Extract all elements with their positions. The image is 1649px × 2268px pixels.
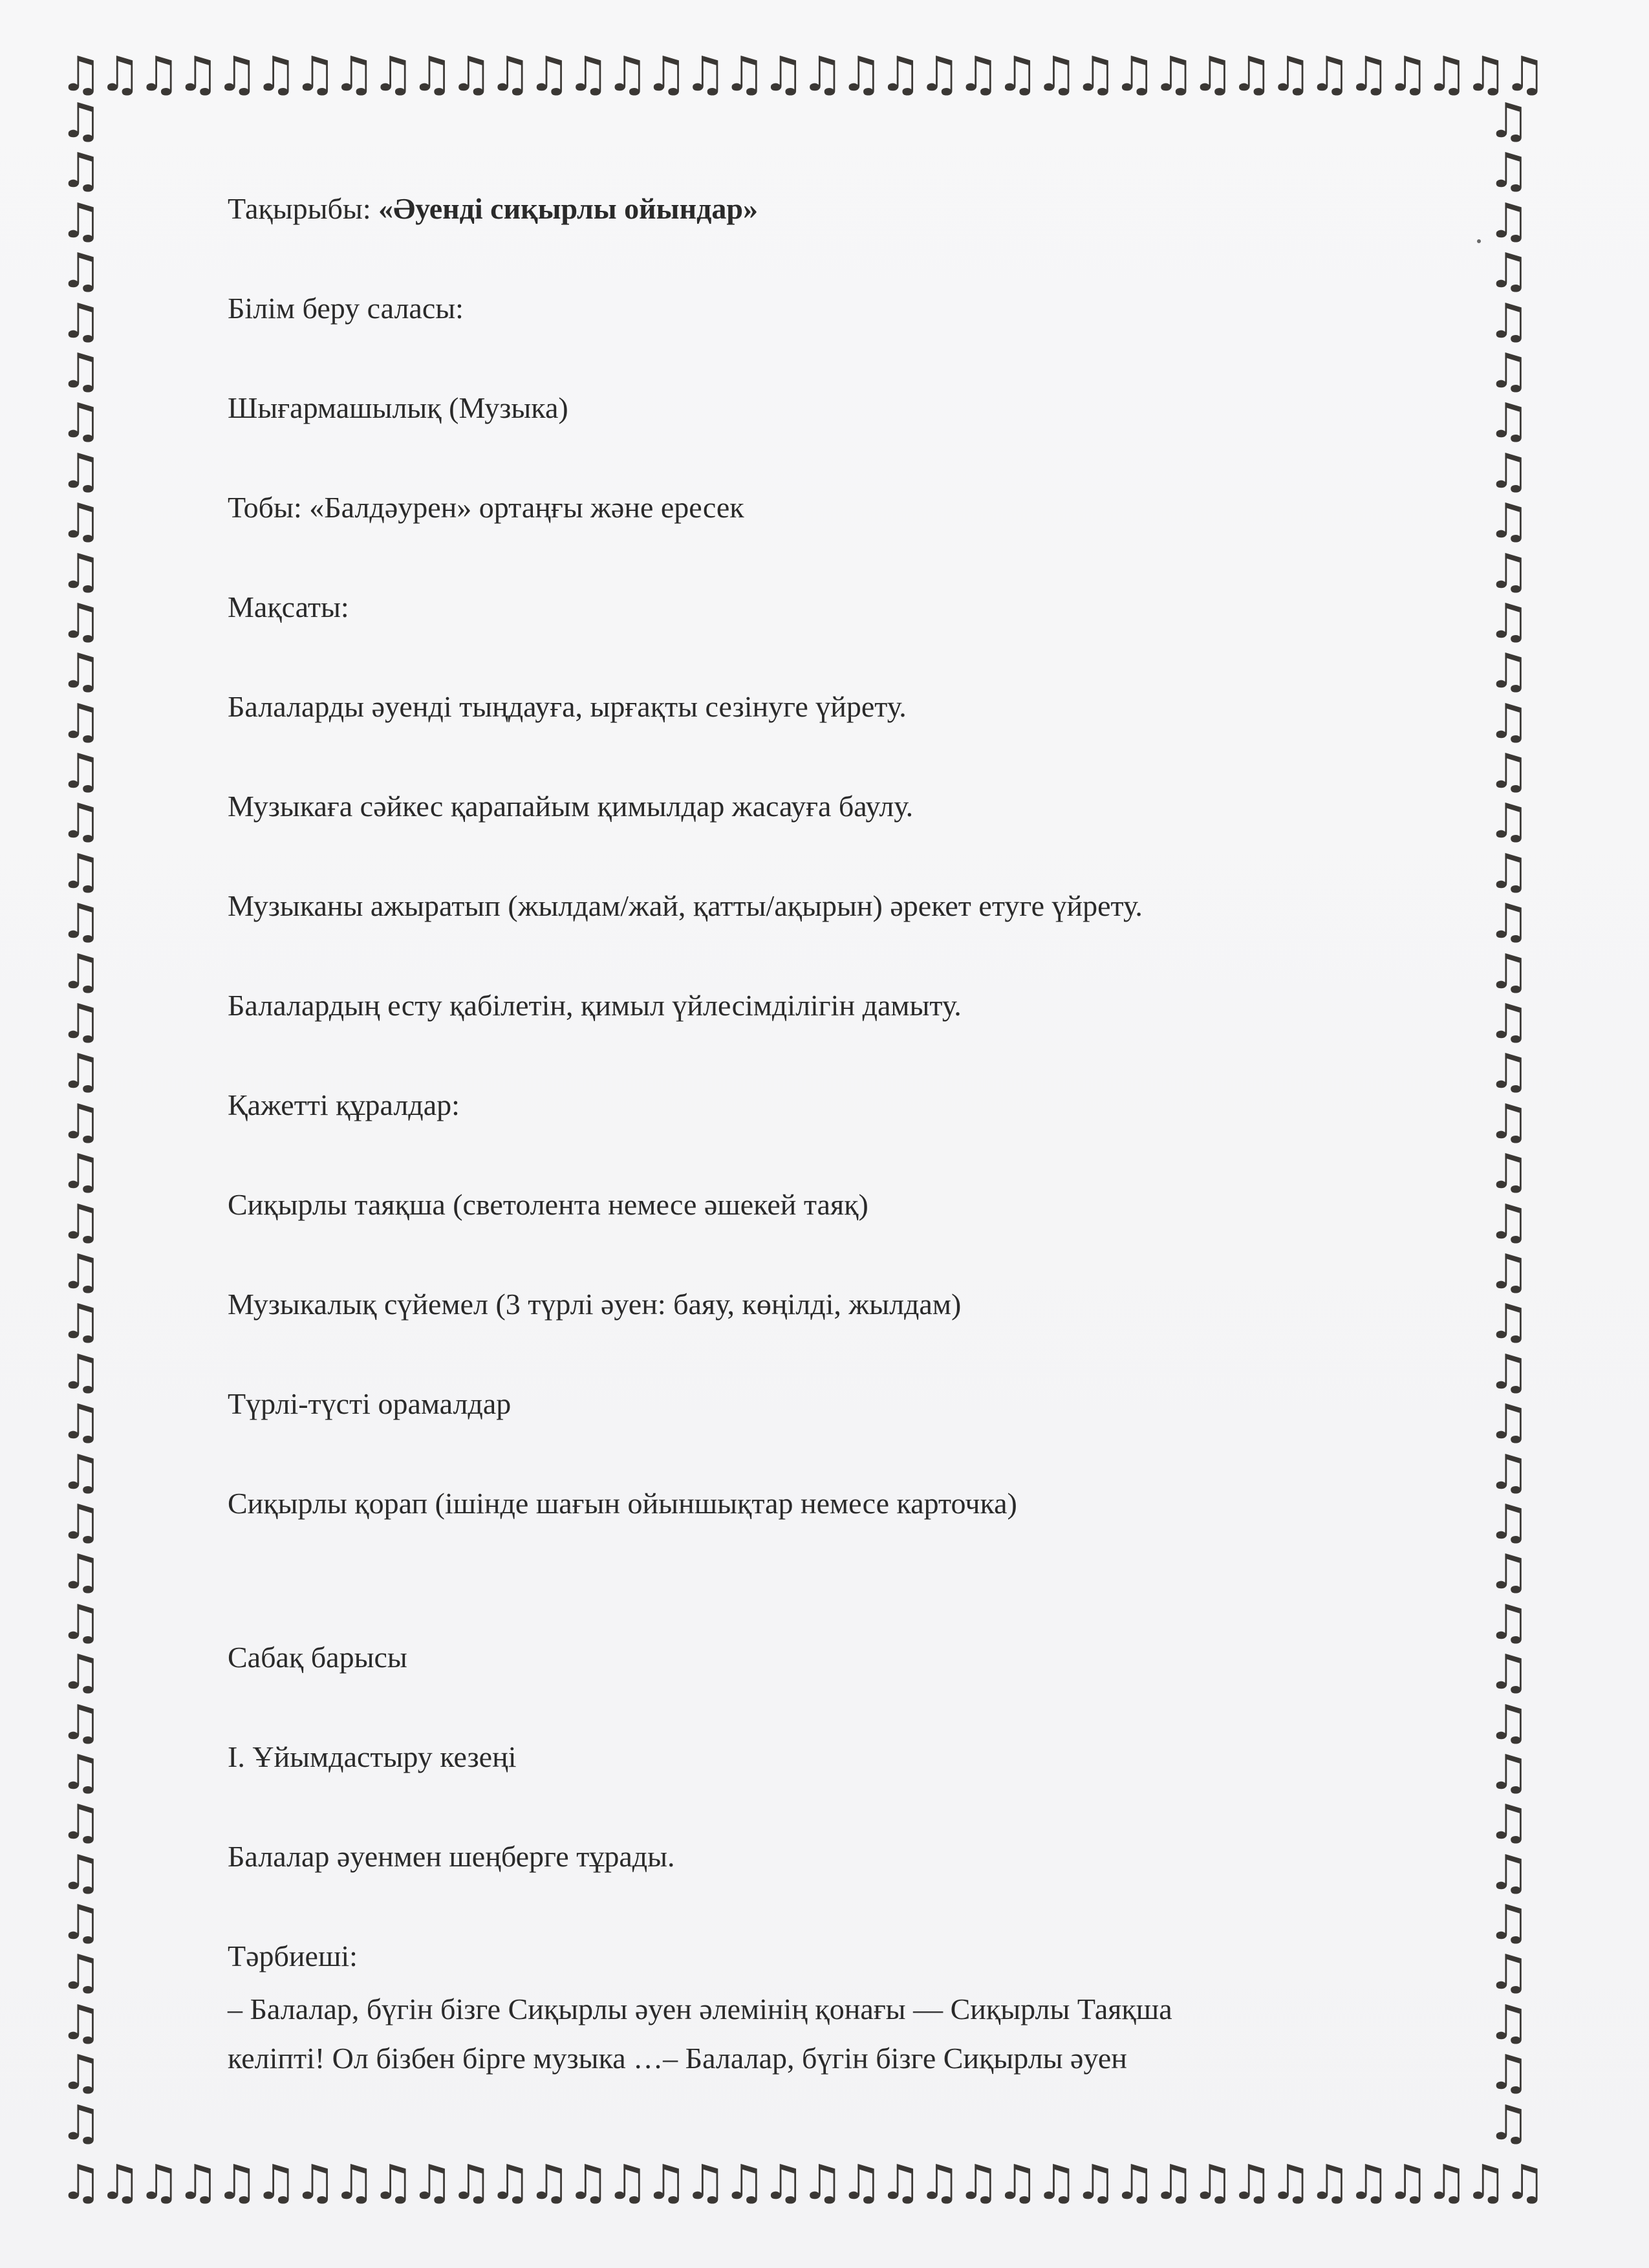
beamed-eighth-notes-icon: ♫ (684, 50, 723, 102)
beamed-eighth-notes-icon: ♫ (59, 894, 103, 950)
beamed-eighth-notes-icon: ♫ (59, 243, 103, 299)
beamed-eighth-notes-icon: ♫ (59, 193, 103, 249)
beamed-eighth-notes-icon: ♫ (254, 2159, 294, 2210)
beamed-eighth-notes-icon: ♫ (59, 343, 103, 399)
beamed-eighth-notes-icon: ♫ (59, 2045, 103, 2101)
beamed-eighth-notes-icon: ♫ (1425, 2159, 1465, 2210)
beamed-eighth-notes-icon: ♫ (59, 2095, 103, 2151)
beamed-eighth-notes-icon: ♫ (488, 50, 528, 102)
beamed-eighth-notes-icon: ♫ (59, 1594, 103, 1650)
beamed-eighth-notes-icon: ♫ (1487, 143, 1531, 199)
beamed-eighth-notes-icon: ♫ (1503, 50, 1543, 102)
beamed-eighth-notes-icon: ♫ (801, 2159, 840, 2210)
tools-label: Қажетті құралдар: (228, 1088, 460, 1121)
stage-1-text: Балалар әуенмен шеңберге тұрады. (228, 1840, 675, 1873)
note-border-left (59, 97, 122, 2166)
beamed-eighth-notes-icon: ♫ (762, 2159, 801, 2210)
beamed-eighth-notes-icon: ♫ (956, 2159, 997, 2210)
beamed-eighth-notes-icon: ♫ (1487, 443, 1531, 499)
beamed-eighth-notes-icon: ♫ (1386, 2159, 1426, 2210)
beamed-eighth-notes-icon: ♫ (1487, 1945, 1531, 2001)
beamed-eighth-notes-icon: ♫ (59, 944, 103, 1000)
beamed-eighth-notes-icon: ♫ (1503, 2159, 1543, 2210)
beamed-eighth-notes-icon: ♫ (956, 50, 997, 102)
beamed-eighth-notes-icon: ♫ (1230, 2159, 1269, 2210)
teacher-speech-line-2: келіпті! Ол бізбен бірге музыка …– Балалар, бүгін бізге Сиқырлы әуен (228, 2042, 1127, 2075)
beamed-eighth-notes-icon: ♫ (59, 1795, 103, 1851)
beamed-eighth-notes-icon: ♫ (566, 50, 606, 102)
beamed-eighth-notes-icon: ♫ (1487, 243, 1531, 299)
beamed-eighth-notes-icon: ♫ (879, 50, 918, 102)
beamed-eighth-notes-icon: ♫ (839, 50, 879, 102)
group-line: Тобы: «Балдәурен» ортаңғы және ересек (228, 491, 744, 524)
beamed-eighth-notes-icon: ♫ (59, 1694, 103, 1751)
beamed-eighth-notes-icon: ♫ (762, 50, 801, 102)
beamed-eighth-notes-icon: ♫ (1487, 1194, 1531, 1250)
beamed-eighth-notes-icon: ♫ (1191, 2159, 1231, 2210)
beamed-eighth-notes-icon: ♫ (59, 1394, 103, 1451)
beamed-eighth-notes-icon: ♫ (1487, 97, 1531, 149)
beamed-eighth-notes-icon: ♫ (59, 1895, 103, 1951)
beamed-eighth-notes-icon: ♫ (59, 143, 103, 199)
beamed-eighth-notes-icon: ♫ (137, 50, 177, 102)
beamed-eighth-notes-icon: ♫ (1487, 1094, 1531, 1150)
beamed-eighth-notes-icon: ♫ (1487, 1744, 1531, 1800)
beamed-eighth-notes-icon: ♫ (1464, 50, 1503, 102)
beamed-eighth-notes-icon: ♫ (1487, 193, 1531, 249)
beamed-eighth-notes-icon: ♫ (1113, 50, 1152, 102)
beamed-eighth-notes-icon: ♫ (839, 2159, 879, 2210)
beamed-eighth-notes-icon: ♫ (918, 2159, 957, 2210)
beamed-eighth-notes-icon: ♫ (1487, 994, 1531, 1050)
beamed-eighth-notes-icon: ♫ (59, 593, 103, 649)
beamed-eighth-notes-icon: ♫ (1308, 2159, 1348, 2210)
beamed-eighth-notes-icon: ♫ (722, 2159, 762, 2210)
beamed-eighth-notes-icon: ♫ (1487, 744, 1531, 800)
beamed-eighth-notes-icon: ♫ (1487, 1494, 1531, 1550)
beamed-eighth-notes-icon: ♫ (1152, 50, 1191, 102)
beamed-eighth-notes-icon: ♫ (879, 2159, 918, 2210)
beamed-eighth-notes-icon: ♫ (1487, 1994, 1531, 2051)
beamed-eighth-notes-icon: ♫ (411, 50, 450, 102)
beamed-eighth-notes-icon: ♫ (801, 50, 840, 102)
beamed-eighth-notes-icon: ♫ (1191, 50, 1231, 102)
beamed-eighth-notes-icon: ♫ (1464, 2159, 1503, 2210)
note-border-bottom (59, 2159, 1547, 2221)
beamed-eighth-notes-icon: ♫ (1035, 2159, 1074, 2210)
beamed-eighth-notes-icon: ♫ (1487, 693, 1531, 750)
goals-label: Мақсаты: (228, 590, 349, 623)
beamed-eighth-notes-icon: ♫ (1487, 1294, 1531, 1350)
beamed-eighth-notes-icon: ♫ (1386, 50, 1426, 102)
beamed-eighth-notes-icon: ♫ (645, 50, 684, 102)
beamed-eighth-notes-icon: ♫ (1308, 50, 1348, 102)
beamed-eighth-notes-icon: ♫ (137, 2159, 177, 2210)
beamed-eighth-notes-icon: ♫ (1425, 50, 1465, 102)
beamed-eighth-notes-icon: ♫ (371, 50, 411, 102)
beamed-eighth-notes-icon: ♫ (1487, 1895, 1531, 1951)
beamed-eighth-notes-icon: ♫ (294, 2159, 333, 2210)
beamed-eighth-notes-icon: ♫ (59, 1645, 103, 1701)
beamed-eighth-notes-icon: ♫ (449, 2159, 489, 2210)
beamed-eighth-notes-icon: ♫ (59, 543, 103, 599)
goal-item: Музыкаға сәйкес қарапайым қимылдар жасауға баулу. (228, 790, 914, 823)
beamed-eighth-notes-icon: ♫ (1347, 2159, 1386, 2210)
beamed-eighth-notes-icon: ♫ (1230, 50, 1269, 102)
beamed-eighth-notes-icon: ♫ (411, 2159, 450, 2210)
beamed-eighth-notes-icon: ♫ (1487, 343, 1531, 399)
beamed-eighth-notes-icon: ♫ (605, 50, 645, 102)
beamed-eighth-notes-icon: ♫ (605, 2159, 645, 2210)
beamed-eighth-notes-icon: ♫ (59, 994, 103, 1050)
beamed-eighth-notes-icon: ♫ (1487, 1844, 1531, 1901)
education-area-value: Шығармашылық (Музыка) (228, 391, 568, 424)
beamed-eighth-notes-icon: ♫ (1487, 2095, 1531, 2151)
beamed-eighth-notes-icon: ♫ (1347, 50, 1386, 102)
topic-label: Тақырыбы: (228, 192, 371, 225)
beamed-eighth-notes-icon: ♫ (684, 2159, 723, 2210)
beamed-eighth-notes-icon: ♫ (1073, 50, 1114, 102)
teacher-label: Тәрбиеші: (228, 1939, 358, 1972)
note-border-right (1487, 97, 1549, 2166)
beamed-eighth-notes-icon: ♫ (1487, 843, 1531, 900)
teacher-speech-line-1: – Балалар, бүгін бізге Сиқырлы әуен әлемінің қонағы — Сиқырлы Таяқша (228, 1993, 1172, 2025)
beamed-eighth-notes-icon: ♫ (1035, 50, 1074, 102)
beamed-eighth-notes-icon: ♫ (59, 443, 103, 499)
topic-line (228, 191, 758, 226)
beamed-eighth-notes-icon: ♫ (59, 97, 103, 149)
goal-item: Балаларды әуенді тыңдауға, ырғақты сезінуге үйрету. (228, 690, 907, 723)
beamed-eighth-notes-icon: ♫ (294, 50, 333, 102)
beamed-eighth-notes-icon: ♫ (59, 1194, 103, 1250)
beamed-eighth-notes-icon: ♫ (1487, 944, 1531, 1000)
beamed-eighth-notes-icon: ♫ (59, 843, 103, 900)
beamed-eighth-notes-icon: ♫ (449, 50, 489, 102)
lesson-progress-heading: Сабақ барысы (228, 1641, 407, 1674)
beamed-eighth-notes-icon: ♫ (59, 794, 103, 850)
beamed-eighth-notes-icon: ♫ (1487, 1594, 1531, 1650)
beamed-eighth-notes-icon: ♫ (59, 1945, 103, 2001)
beamed-eighth-notes-icon: ♫ (177, 50, 216, 102)
beamed-eighth-notes-icon: ♫ (1487, 794, 1531, 850)
beamed-eighth-notes-icon: ♫ (371, 2159, 411, 2210)
beamed-eighth-notes-icon: ♫ (59, 1744, 103, 1800)
beamed-eighth-notes-icon: ♫ (98, 2159, 138, 2210)
beamed-eighth-notes-icon: ♫ (1487, 493, 1531, 550)
beamed-eighth-notes-icon: ♫ (59, 293, 103, 349)
beamed-eighth-notes-icon: ♫ (1152, 2159, 1191, 2210)
beamed-eighth-notes-icon: ♫ (59, 1994, 103, 2051)
tool-item: Түрлі-түсті орамалдар (228, 1387, 512, 1420)
beamed-eighth-notes-icon: ♫ (488, 2159, 528, 2210)
beamed-eighth-notes-icon: ♫ (1487, 2045, 1531, 2101)
beamed-eighth-notes-icon: ♫ (996, 50, 1035, 102)
beamed-eighth-notes-icon: ♫ (1487, 1144, 1531, 1200)
beamed-eighth-notes-icon: ♫ (1487, 543, 1531, 599)
beamed-eighth-notes-icon: ♫ (1487, 1244, 1531, 1300)
beamed-eighth-notes-icon: ♫ (1269, 2159, 1308, 2210)
beamed-eighth-notes-icon: ♫ (1487, 293, 1531, 349)
topic-title: «Әуенді сиқырлы ойындар» (378, 192, 758, 225)
beamed-eighth-notes-icon: ♫ (59, 1544, 103, 1601)
beamed-eighth-notes-icon: ♫ (59, 643, 103, 700)
beamed-eighth-notes-icon: ♫ (1487, 894, 1531, 950)
beamed-eighth-notes-icon: ♫ (645, 2159, 684, 2210)
tool-item: Музыкалық сүйемел (3 түрлі әуен: баяу, көңілді, жылдам) (228, 1288, 962, 1321)
beamed-eighth-notes-icon: ♫ (1487, 393, 1531, 449)
beamed-eighth-notes-icon: ♫ (332, 50, 372, 102)
beamed-eighth-notes-icon: ♫ (254, 50, 294, 102)
beamed-eighth-notes-icon: ♫ (1487, 593, 1531, 649)
beamed-eighth-notes-icon: ♫ (59, 1144, 103, 1200)
goal-item: Балалардың есту қабілетін, қимыл үйлесімділігін дамыту. (228, 989, 962, 1022)
stage-1-heading: І. Ұйымдастыру кезеңі (228, 1740, 517, 1773)
beamed-eighth-notes-icon: ♫ (1487, 643, 1531, 700)
beamed-eighth-notes-icon: ♫ (722, 50, 762, 102)
tool-item: Сиқырлы қорап (ішінде шағын ойыншықтар немесе карточка) (228, 1487, 1017, 1520)
beamed-eighth-notes-icon: ♫ (59, 493, 103, 550)
beamed-eighth-notes-icon: ♫ (918, 50, 957, 102)
beamed-eighth-notes-icon: ♫ (59, 744, 103, 800)
beamed-eighth-notes-icon: ♫ (1487, 1694, 1531, 1751)
beamed-eighth-notes-icon: ♫ (1073, 2159, 1114, 2210)
scan-speck (1477, 239, 1481, 243)
beamed-eighth-notes-icon: ♫ (59, 1344, 103, 1400)
beamed-eighth-notes-icon: ♫ (528, 50, 567, 102)
beamed-eighth-notes-icon: ♫ (59, 693, 103, 750)
beamed-eighth-notes-icon: ♫ (1487, 1795, 1531, 1851)
beamed-eighth-notes-icon: ♫ (59, 1844, 103, 1901)
beamed-eighth-notes-icon: ♫ (1487, 1645, 1531, 1701)
beamed-eighth-notes-icon: ♫ (1487, 1344, 1531, 1400)
goal-item: Музыканы ажыратып (жылдам/жай, қатты/ақырын) әрекет етуге үйрету. (228, 889, 1143, 922)
beamed-eighth-notes-icon: ♫ (1487, 1444, 1531, 1500)
beamed-eighth-notes-icon: ♫ (1487, 1544, 1531, 1601)
beamed-eighth-notes-icon: ♫ (59, 393, 103, 449)
beamed-eighth-notes-icon: ♫ (332, 2159, 372, 2210)
beamed-eighth-notes-icon: ♫ (1487, 1394, 1531, 1451)
beamed-eighth-notes-icon: ♫ (996, 2159, 1035, 2210)
note-border-top (59, 50, 1547, 113)
beamed-eighth-notes-icon: ♫ (98, 50, 138, 102)
beamed-eighth-notes-icon: ♫ (59, 1244, 103, 1300)
beamed-eighth-notes-icon: ♫ (528, 2159, 567, 2210)
beamed-eighth-notes-icon: ♫ (1269, 50, 1308, 102)
beamed-eighth-notes-icon: ♫ (566, 2159, 606, 2210)
beamed-eighth-notes-icon: ♫ (59, 1494, 103, 1550)
beamed-eighth-notes-icon: ♫ (215, 50, 255, 102)
beamed-eighth-notes-icon: ♫ (1487, 1044, 1531, 1100)
beamed-eighth-notes-icon: ♫ (59, 1444, 103, 1500)
beamed-eighth-notes-icon: ♫ (59, 2159, 99, 2210)
beamed-eighth-notes-icon: ♫ (59, 50, 99, 102)
beamed-eighth-notes-icon: ♫ (59, 1294, 103, 1350)
beamed-eighth-notes-icon: ♫ (215, 2159, 255, 2210)
beamed-eighth-notes-icon: ♫ (177, 2159, 216, 2210)
education-area-label: Білім беру саласы: (228, 292, 464, 325)
beamed-eighth-notes-icon: ♫ (1113, 2159, 1152, 2210)
beamed-eighth-notes-icon: ♫ (59, 1044, 103, 1100)
tool-item: Сиқырлы таяқша (светолента немесе әшекей таяқ) (228, 1188, 868, 1221)
beamed-eighth-notes-icon: ♫ (59, 1094, 103, 1150)
